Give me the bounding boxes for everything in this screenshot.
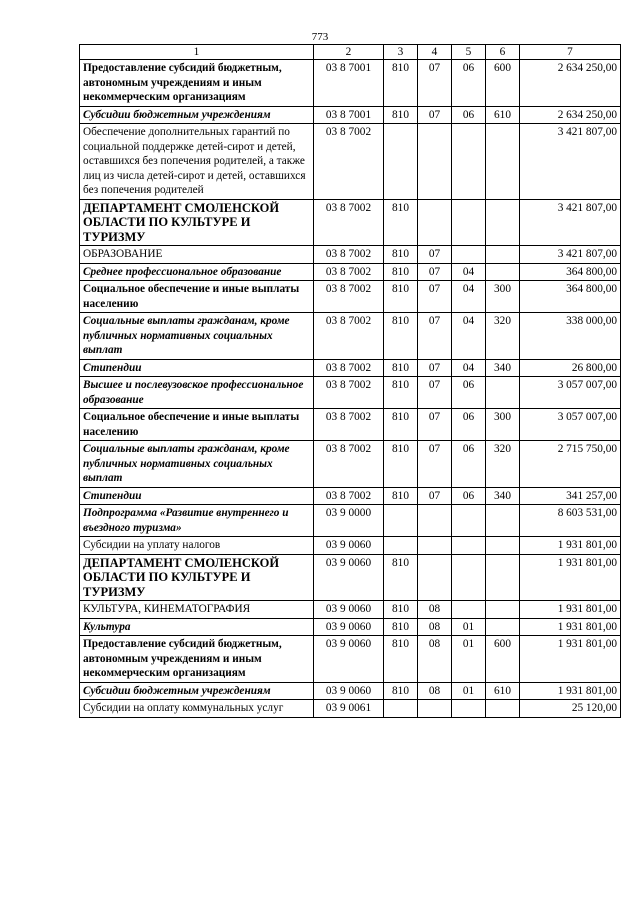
section-cell: 07: [418, 409, 452, 441]
expense-type-cell: 320: [486, 313, 520, 360]
subsection-cell: 01: [452, 636, 486, 683]
target-article-cell: 03 8 7002: [314, 441, 384, 488]
name-cell: Субсидии на оплату коммунальных услуг: [80, 700, 314, 718]
name-cell: Предоставление субсидий бюджетным, автономным учреждениям и иным некоммерческим организациям: [80, 636, 314, 683]
expense-type-cell: 320: [486, 441, 520, 488]
expense-type-cell: 300: [486, 409, 520, 441]
name-cell: Социальные выплаты гражданам, кроме публичных нормативных социальных выплат: [80, 313, 314, 360]
name-cell: Предоставление субсидий бюджетным, автономным учреждениям и иным некоммерческим организациям: [80, 60, 314, 107]
table-row: [80, 505, 621, 537]
table-row: [80, 487, 621, 505]
column-header: 5: [452, 45, 486, 60]
amount-cell: 2 634 250,00: [520, 106, 621, 124]
name-cell: Субсидии бюджетным учреждениям: [80, 106, 314, 124]
expense-type-cell: [486, 618, 520, 636]
target-article-cell: 03 8 7002: [314, 281, 384, 313]
budget-table: [79, 44, 621, 718]
name-cell: ОБРАЗОВАНИЕ: [80, 246, 314, 264]
target-article-cell: 03 8 7002: [314, 409, 384, 441]
section-cell: [418, 199, 452, 246]
table-row: [80, 601, 621, 619]
section-cell: [418, 700, 452, 718]
name-cell: Высшее и послевузовское профессиональное образование: [80, 377, 314, 409]
ministry-code-cell: [384, 700, 418, 718]
target-article-cell: 03 9 0060: [314, 682, 384, 700]
ministry-code-cell: 810: [384, 106, 418, 124]
subsection-cell: [452, 537, 486, 555]
ministry-code-cell: 810: [384, 487, 418, 505]
expense-type-cell: [486, 124, 520, 200]
subsection-cell: [452, 601, 486, 619]
name-cell: Социальные выплаты гражданам, кроме публичных нормативных социальных выплат: [80, 441, 314, 488]
expense-type-cell: [486, 246, 520, 264]
expense-type-cell: 610: [486, 682, 520, 700]
expense-type-cell: [486, 537, 520, 555]
section-cell: [418, 554, 452, 601]
target-article-cell: 03 9 0000: [314, 505, 384, 537]
amount-cell: 25 120,00: [520, 700, 621, 718]
ministry-code-cell: 810: [384, 441, 418, 488]
name-cell: Подпрограмма «Развитие внутреннего и въездного туризма»: [80, 505, 314, 537]
section-cell: 08: [418, 601, 452, 619]
ministry-code-cell: [384, 505, 418, 537]
section-cell: [418, 124, 452, 200]
ministry-code-cell: 810: [384, 618, 418, 636]
name-cell: Стипендии: [80, 487, 314, 505]
subsection-cell: [452, 505, 486, 537]
table-row: [80, 682, 621, 700]
amount-cell: 364 800,00: [520, 263, 621, 281]
expense-type-cell: [486, 199, 520, 246]
target-article-cell: 03 8 7001: [314, 106, 384, 124]
ministry-code-cell: 810: [384, 554, 418, 601]
table-row: [80, 106, 621, 124]
column-header: 3: [384, 45, 418, 60]
amount-cell: 1 931 801,00: [520, 682, 621, 700]
name-cell: Культура: [80, 618, 314, 636]
target-article-cell: 03 8 7002: [314, 377, 384, 409]
column-header: 6: [486, 45, 520, 60]
table-row: [80, 554, 621, 601]
amount-cell: 364 800,00: [520, 281, 621, 313]
column-header: 2: [314, 45, 384, 60]
section-cell: 07: [418, 281, 452, 313]
column-header: 4: [418, 45, 452, 60]
amount-cell: 2 715 750,00: [520, 441, 621, 488]
name-cell: Обеспечение дополнительных гарантий по социальной поддержке детей-сирот и детей, оставшихся без попечения родителей, а также лиц из числа детей-сирот и детей, оставшихся без попечения родителей: [80, 124, 314, 200]
name-cell: Социальное обеспечение и иные выплаты населению: [80, 281, 314, 313]
section-cell: 08: [418, 682, 452, 700]
amount-cell: 3 057 007,00: [520, 377, 621, 409]
target-article-cell: 03 9 0060: [314, 554, 384, 601]
amount-cell: 8 603 531,00: [520, 505, 621, 537]
expense-type-cell: 610: [486, 106, 520, 124]
name-cell: Социальное обеспечение и иные выплаты населению: [80, 409, 314, 441]
expense-type-cell: 340: [486, 359, 520, 377]
subsection-cell: 01: [452, 682, 486, 700]
name-cell: КУЛЬТУРА, КИНЕМАТОГРАФИЯ: [80, 601, 314, 619]
page-number: 773: [311, 31, 329, 43]
section-cell: 07: [418, 60, 452, 107]
table-row: [80, 377, 621, 409]
subsection-cell: 04: [452, 313, 486, 360]
subsection-cell: 06: [452, 60, 486, 107]
subsection-cell: 04: [452, 359, 486, 377]
expense-type-cell: [486, 263, 520, 281]
ministry-code-cell: 810: [384, 636, 418, 683]
table-row: [80, 263, 621, 281]
expense-type-cell: [486, 377, 520, 409]
table-row: [80, 700, 621, 718]
table-row: [80, 409, 621, 441]
target-article-cell: 03 9 0060: [314, 636, 384, 683]
section-cell: 07: [418, 263, 452, 281]
target-article-cell: 03 9 0060: [314, 601, 384, 619]
expense-type-cell: 600: [486, 636, 520, 683]
column-header: 7: [520, 45, 621, 60]
amount-cell: 341 257,00: [520, 487, 621, 505]
expense-type-cell: [486, 505, 520, 537]
amount-cell: 26 800,00: [520, 359, 621, 377]
table-row: [80, 537, 621, 555]
table-row: [80, 199, 621, 246]
name-cell: Субсидии на уплату налогов: [80, 537, 314, 555]
name-cell: ДЕПАРТАМЕНТ СМОЛЕНСКОЙ ОБЛАСТИ ПО КУЛЬТУРЕ И ТУРИЗМУ: [80, 554, 314, 601]
name-cell: Среднее профессиональное образование: [80, 263, 314, 281]
subsection-cell: 06: [452, 487, 486, 505]
amount-cell: 3 421 807,00: [520, 246, 621, 264]
amount-cell: 1 931 801,00: [520, 618, 621, 636]
section-cell: 07: [418, 377, 452, 409]
ministry-code-cell: 810: [384, 601, 418, 619]
subsection-cell: [452, 199, 486, 246]
subsection-cell: [452, 124, 486, 200]
amount-cell: 1 931 801,00: [520, 601, 621, 619]
subsection-cell: 06: [452, 409, 486, 441]
amount-cell: 3 057 007,00: [520, 409, 621, 441]
table-row: [80, 246, 621, 264]
amount-cell: 1 931 801,00: [520, 636, 621, 683]
section-cell: 07: [418, 246, 452, 264]
amount-cell: 3 421 807,00: [520, 124, 621, 200]
ministry-code-cell: [384, 124, 418, 200]
amount-cell: 1 931 801,00: [520, 537, 621, 555]
section-cell: [418, 505, 452, 537]
subsection-cell: 06: [452, 106, 486, 124]
ministry-code-cell: 810: [384, 377, 418, 409]
subsection-cell: [452, 246, 486, 264]
name-cell: Стипендии: [80, 359, 314, 377]
target-article-cell: 03 8 7002: [314, 313, 384, 360]
ministry-code-cell: 810: [384, 313, 418, 360]
expense-type-cell: 300: [486, 281, 520, 313]
ministry-code-cell: 810: [384, 199, 418, 246]
amount-cell: 338 000,00: [520, 313, 621, 360]
section-cell: 08: [418, 636, 452, 683]
subsection-cell: 06: [452, 441, 486, 488]
section-cell: 07: [418, 487, 452, 505]
ministry-code-cell: 810: [384, 409, 418, 441]
amount-cell: 1 931 801,00: [520, 554, 621, 601]
subsection-cell: 06: [452, 377, 486, 409]
table-row: [80, 441, 621, 488]
target-article-cell: 03 9 0060: [314, 618, 384, 636]
column-header: 1: [80, 45, 314, 60]
target-article-cell: 03 8 7001: [314, 60, 384, 107]
ministry-code-cell: 810: [384, 682, 418, 700]
amount-cell: 2 634 250,00: [520, 60, 621, 107]
table-row: [80, 60, 621, 107]
expense-type-cell: [486, 601, 520, 619]
expense-type-cell: [486, 554, 520, 601]
section-cell: 07: [418, 313, 452, 360]
target-article-cell: 03 8 7002: [314, 199, 384, 246]
target-article-cell: 03 9 0060: [314, 537, 384, 555]
ministry-code-cell: 810: [384, 263, 418, 281]
table-row: [80, 124, 621, 200]
ministry-code-cell: 810: [384, 281, 418, 313]
subsection-cell: 04: [452, 281, 486, 313]
ministry-code-cell: 810: [384, 246, 418, 264]
target-article-cell: 03 8 7002: [314, 263, 384, 281]
section-cell: 07: [418, 441, 452, 488]
target-article-cell: 03 8 7002: [314, 124, 384, 200]
subsection-cell: 01: [452, 618, 486, 636]
subsection-cell: 04: [452, 263, 486, 281]
table-row: [80, 313, 621, 360]
target-article-cell: 03 8 7002: [314, 359, 384, 377]
expense-type-cell: 340: [486, 487, 520, 505]
ministry-code-cell: 810: [384, 359, 418, 377]
amount-cell: 3 421 807,00: [520, 199, 621, 246]
expense-type-cell: 600: [486, 60, 520, 107]
target-article-cell: 03 9 0061: [314, 700, 384, 718]
name-cell: Субсидии бюджетным учреждениям: [80, 682, 314, 700]
name-cell: ДЕПАРТАМЕНТ СМОЛЕНСКОЙ ОБЛАСТИ ПО КУЛЬТУРЕ И ТУРИЗМУ: [80, 199, 314, 246]
subsection-cell: [452, 700, 486, 718]
table-row: [80, 636, 621, 683]
table-body: [80, 60, 621, 718]
header-row: [80, 45, 621, 60]
table-row: [80, 359, 621, 377]
target-article-cell: 03 8 7002: [314, 487, 384, 505]
table-row: [80, 618, 621, 636]
section-cell: 08: [418, 618, 452, 636]
ministry-code-cell: [384, 537, 418, 555]
section-cell: 07: [418, 359, 452, 377]
target-article-cell: 03 8 7002: [314, 246, 384, 264]
ministry-code-cell: 810: [384, 60, 418, 107]
section-cell: 07: [418, 106, 452, 124]
expense-type-cell: [486, 700, 520, 718]
section-cell: [418, 537, 452, 555]
subsection-cell: [452, 554, 486, 601]
table-row: [80, 281, 621, 313]
